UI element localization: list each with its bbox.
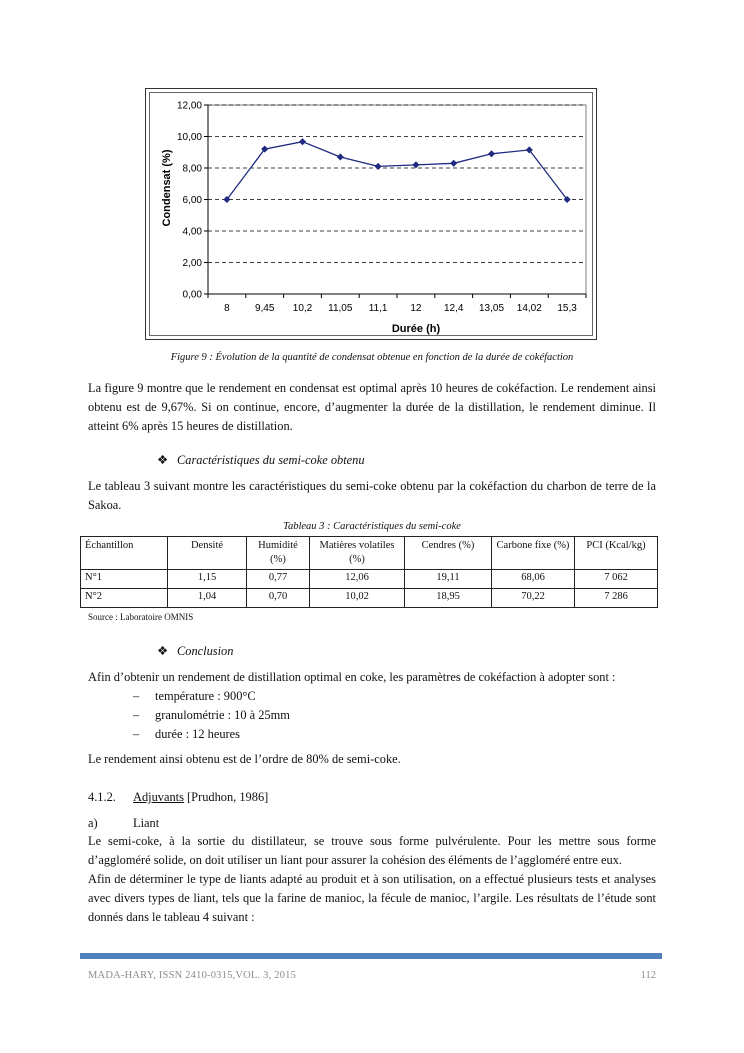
x-tick-label: 14,02 (516, 303, 542, 314)
table-cell: 0,77 (247, 570, 310, 589)
table-cell: 0,70 (247, 589, 310, 608)
y-axis-title: Condensat (%) (161, 149, 173, 227)
data-point-marker (375, 163, 382, 170)
table-cell: 19,11 (405, 570, 492, 589)
condensat-series-line (227, 142, 567, 200)
table-cell: 1,15 (168, 570, 247, 589)
list-item (133, 706, 290, 725)
section-heading-text: Conclusion (177, 644, 234, 658)
table-cell: N°1 (81, 570, 168, 589)
subsection-heading (88, 788, 656, 807)
list-item (133, 687, 290, 706)
table-row (81, 589, 658, 608)
subsection-title: Adjuvants (133, 790, 184, 804)
x-tick-label: 15,3 (557, 303, 577, 314)
condensat-line-chart (150, 93, 594, 337)
x-tick-label: 10,2 (292, 303, 313, 314)
y-tick-label: 6,00 (182, 195, 202, 206)
paragraph-figure-discussion: La figure 9 montre que le rendement en condensat est optimal après 10 heures de cokéfaction. Le rendement ainsi obtenu est de 9,67%. Si on continue, encore, d’augmenter la durée de la distillation, le rendement diminue. Il atteint 6% après 15 heures de distillation. (88, 381, 656, 433)
x-tick-label: 9,45 (254, 303, 275, 314)
list-item-text: granulométrie : 10 à 25mm (155, 708, 290, 722)
header-cell: Densité (168, 537, 247, 570)
dash-bullet: – (133, 727, 140, 741)
paragraph-yield: Le rendement ainsi obtenu est de l’ordre de 80% de semi-coke. (88, 752, 401, 766)
semi-coke-table (80, 536, 658, 608)
diamond-bullet-icon: ❖ (157, 644, 169, 658)
paragraph-table-intro: Le tableau 3 suivant montre les caractéristiques du semi-coke obtenu par la cokéfaction du charbon de terre de la Sakoa. (88, 479, 656, 512)
table-cell: 70,22 (492, 589, 575, 608)
x-tick-label: 12 (410, 303, 422, 314)
dash-bullet: – (133, 708, 140, 722)
footer-journal: MADA-HARY, ISSN 2410-0315,VOL. 3, 2015 (88, 970, 297, 981)
subsection-reference: [Prudhon, 1986] (187, 790, 269, 804)
x-tick-label: 8 (224, 303, 230, 314)
section-heading-text: Caractéristiques du semi-coke obtenu (177, 453, 365, 467)
list-item-text: durée : 12 heures (155, 727, 240, 741)
data-point-marker (299, 138, 306, 145)
x-tick-label: 11,1 (368, 303, 388, 314)
header-cell: Humidité (%) (247, 537, 310, 570)
x-axis-title: Durée (h) (391, 323, 441, 335)
parameter-list (133, 687, 290, 744)
dash-bullet: – (133, 689, 140, 703)
item-a-heading (88, 814, 656, 833)
paragraph-conclusion: Afin d’obtenir un rendement de distillation optimal en coke, les paramètres de cokéfaction à adopter sont : (88, 670, 616, 684)
paragraph-binder-tests: Afin de déterminer le type de liants adapté au produit et à son utilisation, on a effectué plusieurs tests et analyses avec divers types de liant, tels que la farine de manioc, la fécule de manioc, l’argile. Les résultats de l’étude sont donnés dans le tableau 4 suivant : (88, 872, 656, 924)
header-cell: Carbone fixe (%) (492, 537, 575, 570)
x-tick-label: 13,05 (478, 303, 505, 314)
diamond-bullet-icon: ❖ (157, 453, 169, 467)
table-cell: 7 062 (575, 570, 658, 589)
table-cell: 7 286 (575, 589, 658, 608)
table-caption: Tableau 3 : Caractéristiques du semi-coke (283, 521, 461, 532)
header-cell: Échantillon (81, 537, 168, 570)
header-cell: PCI (Kcal/kg) (575, 537, 658, 570)
table-cell: N°2 (81, 589, 168, 608)
y-tick-label: 8,00 (182, 163, 202, 175)
data-point-marker (337, 154, 344, 161)
item-title: Liant (133, 816, 160, 830)
data-point-marker (413, 162, 420, 169)
y-tick-label: 10,00 (176, 132, 202, 143)
data-point-marker (488, 151, 495, 158)
y-tick-label: 12,00 (176, 100, 202, 112)
table-cell: 68,06 (492, 570, 575, 589)
header-cell: Cendres (%) (405, 537, 492, 570)
data-point-marker (450, 160, 457, 167)
x-tick-label: 11,05 (328, 303, 353, 314)
paragraph-binder-intro: Le semi-coke, à la sortie du distillateur, se trouve sous forme pulvérulente. Pour les mettre sous forme d’aggloméré solide, on doit utiliser un liant pour assurer la cohésion des éléments de l’aggloméré entre eux. (88, 834, 656, 867)
item-label: a) (88, 816, 98, 830)
section-heading-conclusion (157, 643, 233, 659)
list-item (133, 725, 290, 744)
section-heading-semi-coke (157, 452, 365, 468)
table-cell: 10,02 (310, 589, 405, 608)
list-item-text: température : 900°C (155, 689, 256, 703)
y-tick-label: 2,00 (182, 258, 202, 269)
page-number: 112 (640, 970, 656, 981)
x-tick-label: 12,4 (443, 303, 464, 314)
table-cell: 12,06 (310, 570, 405, 589)
table-row (81, 570, 658, 589)
table-cell: 18,95 (405, 589, 492, 608)
footer-bar (80, 953, 662, 959)
y-tick-label: 4,00 (182, 226, 202, 238)
header-cell: Matières volatiles (%) (310, 537, 405, 570)
table-header-row (81, 537, 658, 570)
chart-area (149, 92, 593, 336)
chart-frame (145, 88, 597, 340)
table-source: Source : Laboratoire OMNIS (88, 612, 194, 622)
y-tick-label: 0,00 (182, 289, 202, 301)
table-cell: 1,04 (168, 589, 247, 608)
subsection-number: 4.1.2. (88, 790, 116, 804)
figure-caption: Figure 9 : Évolution de la quantité de condensat obtenue en fonction de la durée de cokéfaction (170, 352, 574, 363)
